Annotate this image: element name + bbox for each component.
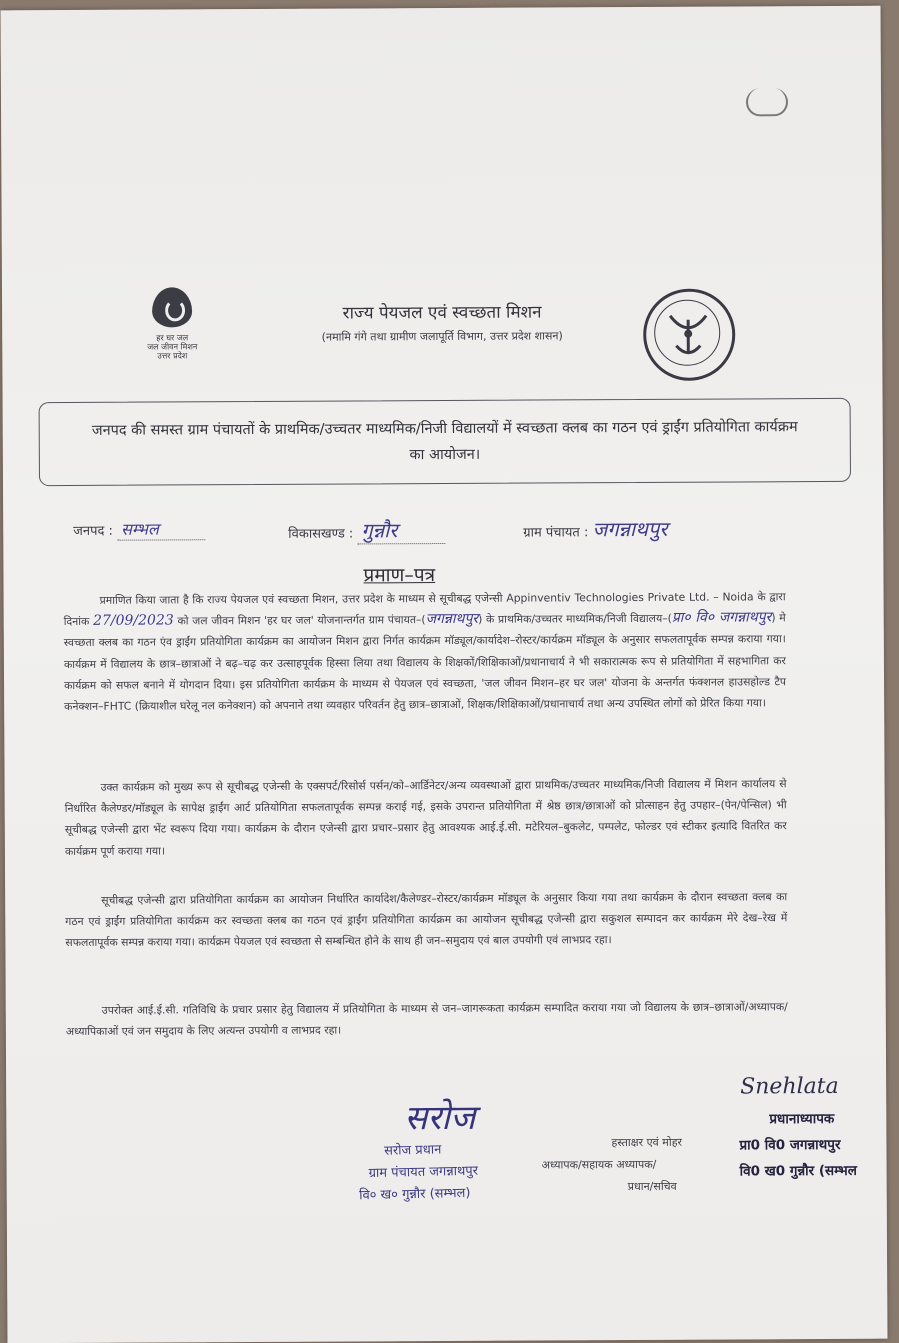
district-value: सम्भल [117, 517, 205, 540]
handwritten-school-name: प्रा० वि० जगन्नाथपुर [671, 609, 772, 627]
block-label: विकासखण्ड : [288, 526, 354, 542]
signature-instructions [541, 1132, 683, 1198]
gram-panchayat-value: जगन्नाथपुर [592, 516, 668, 542]
water-drop-icon [152, 287, 192, 327]
paragraph-3 [65, 886, 787, 953]
block-value: गुन्नौर [357, 516, 445, 544]
certificate-title: प्रमाण–पत्र [363, 564, 436, 587]
paragraph-4 [66, 996, 788, 1042]
mission-title: राज्य पेयजल एवं स्वच्छता मिशन [342, 302, 542, 324]
district-label: जनपद : [73, 523, 113, 539]
certificate-paper [1, 6, 888, 1343]
pradhan-stamp-line-3: वि० ख० गुन्नौर (सम्भल) [358, 1185, 471, 1204]
para2-text: उक्त कार्यक्रम को मुख्य रूप से सूचीबद्ध एजेन्सी के एक्सपर्ट/रिसोर्स पर्सन/को–आर्डिनेटर/अन्य व्यवस्थाओं द्वारा प्राथमिक/उच्चतर माध्यमिक/निजी विद्यालय में मिशन कार्यालय से निर्धारित कैलेण्डर/मॉड्यूल के सापेक्ष ड्राईंग आर्ट प्रतियोगिता सफलतापूर्वक सम्पन्न कराई गई, इसके उपरान्त प्रतियोगिता में श्रेष्ठ छात्र/छात्राओं को प्रोत्साहन हेतु उपहार–(पेन/पेन्सिल) भी सूचीबद्ध एजेन्सी द्वारा भेंट स्वरूप दिया गया। कार्यक्रम के दौरान एजेन्सी द्वारा प्रचार–प्रसार हेतु आवश्यक आई.ई.सी. मटेरियल–बुकलेट, पम्पलेट, फोल्डर एवं स्टीकर इत्यादि वितरित कर कार्यक्रम पूर्ण कराया गया। [64, 777, 787, 858]
heading-text: जनपद की समस्त ग्राम पंचायतों के प्राथमिक/उच्चतर माध्यमिक/निजी विद्यालयों में स्वच्छता क्लब का गठन एवं ड्राईंग प्रतियोगिता कार्यक्रम का आयोजन। [91, 419, 798, 464]
handwritten-date: 27/09/2023 [93, 612, 174, 630]
gram-panchayat-label: ग्राम पंचायत : [523, 525, 589, 541]
logo-caption: हर घर जल जल जीवन मिशन उत्तर प्रदेश [147, 333, 198, 361]
para4-text: उपरोक्त आई.ई.सी. गतिविधि के प्रचार प्रसार हेतु विद्यालय में प्रतियोगिता के माध्यम से जन–जागरूकता कार्यक्रम सम्पादित कराया गया जो विद्यालय के छात्र–छात्राओं/अध्यापक/अध्यापिकाओं एवं जन समुदाय के लिए अत्यन्त उपयोगी व लाभप्रद रहा। [65, 1000, 788, 1039]
pradhan-stamp-line-1: सरोज प्रधान [383, 1142, 442, 1159]
headmaster-stamp-line-2: प्रा0 वि0 जगन्नाथपुर [739, 1136, 841, 1154]
headmaster-stamp-line-1: प्रधानाध्यापक [769, 1110, 835, 1128]
headmaster-signature [740, 1074, 839, 1100]
up-government-emblem-icon [643, 288, 735, 380]
para1-text-d: ) मे स्वच्छता क्लब का गठन एंव ड्राईंग प्रतियोगिता कार्यक्रम का आयोजन मिशन द्वारा निर्गत कार्यक्रम मॉड्यूल/कार्यादेश–रोस्टर/कार्यक्रम मॉड्यूल के अनुसार सफलतापूर्वक सम्पन्न कराया गया। कार्यक्रम में विद्यालय के छात्र–छात्राओं ने बढ़–चढ़ कर उत्साहपूर्वक हिस्सा लिया तथा विद्यालय के शिक्षकों/शिक्षिकाओं/प्रधानाचार्य ने भी सकारात्मक रूप से प्रतियोगिता में सहभागिता कर कार्यक्रम को सफल बनाने में योगदान दिया। इस प्रतियोगिता कार्यक्रम के माध्यम से पेयजल एवं स्वच्छता, 'जल जीवन मिशन–हर घर जल' योजना के अन्तर्गत फंक्शनल हाउसहोल्ड टैप कनेक्शन–FHTC (क्रियाशील घरेलू नल कनेक्शन) को अपनाने तथा व्यवहार परिवर्तन हेतु छात्र–छात्राओं, शिक्षक/शिक्षिकाओं/प्रधानाचार्य तथा अन्य उपस्थित लोगों को प्रेरित किया गया। [63, 611, 787, 714]
sign-label-line-1: हस्ताक्षर एवं मोहर [611, 1135, 683, 1150]
para1-text-b: को जल जीवन मिशन 'हर घर जल' योजनान्तर्गत ग्राम पंचायत–( [177, 613, 426, 628]
block-field [288, 516, 445, 545]
gram-panchayat-field [523, 515, 667, 543]
headmaster-stamp-line-3: वि0 ख0 गुन्नौर (सम्भल [739, 1162, 857, 1180]
paragraph-1 [64, 586, 787, 717]
heading-box [39, 398, 851, 486]
para1-text-a: प्रमाणित किया जाता है कि राज्य पेयजल एवं स्वच्छता मिशन, उत्तर प्रदेश के माध्यम से सूचीबद्ध एजेन्सी Appinventiv Technologies Private Ltd. – Noida के द्वारा दिनांक [63, 590, 786, 629]
pradhan-signature-block [354, 1092, 575, 1205]
sign-label-line-3: प्रधान/सचिव [627, 1179, 677, 1194]
para3-text: सूचीबद्ध एजेन्सी द्वारा प्रतियोगिता कार्यक्रम का आयोजन निर्धारित कार्यादेश/कैलेण्डर–रोस्टर/कार्यक्रम मॉड्यूल के अनुसार किया गया तथा कार्यक्रम के दौरान स्वच्छता क्लब का गठन एवं ड्राईंग प्रतियोगिता कार्यक्रम कर स्वच्छता क्लब का गठन एवं ड्राईंग प्रतियोगिता कार्यक्रम का आयोजन सूचीबद्ध एजेन्सी द्वारा सकुशल सम्पादन कर कार्यक्रम मेरे देख–रेख में सफलतापूर्वक सम्पन्न कराया गया। कार्यक्रम पेयजल एवं स्वच्छता से सम्बन्धित होने के साथ ही जन–समुदाय एवं बाल उपयोगी एवं लाभप्रद रहा। [65, 890, 788, 950]
location-fields [73, 514, 793, 543]
har-ghar-jal-logo [137, 287, 207, 360]
mission-subtitle: (नमामि गंगे तथा ग्रामीण जलापूर्ति विभाग, उत्तर प्रदेश शासन) [321, 329, 563, 344]
handwritten-gram-panchayat: जगन्नाथपुर [425, 611, 479, 628]
para1-text-c: ) के प्राथमिक/उच्चतर माध्यमिक/निजी विद्यालय–( [478, 612, 672, 627]
sign-label-line-2: अध्यापक/सहायक अध्यापक/ [541, 1157, 657, 1172]
district-field [73, 517, 205, 541]
headmaster-scrawl: Snehlata [740, 1073, 839, 1100]
pradhan-signature: सरोज [404, 1097, 476, 1139]
paragraph-2 [65, 773, 787, 862]
pradhan-stamp-line-2: ग्राम पंचायत जगन्नाथपुर [368, 1163, 479, 1182]
header-title-block [222, 299, 662, 345]
staple-mark [746, 88, 788, 116]
headmaster-stamp [739, 1106, 857, 1185]
